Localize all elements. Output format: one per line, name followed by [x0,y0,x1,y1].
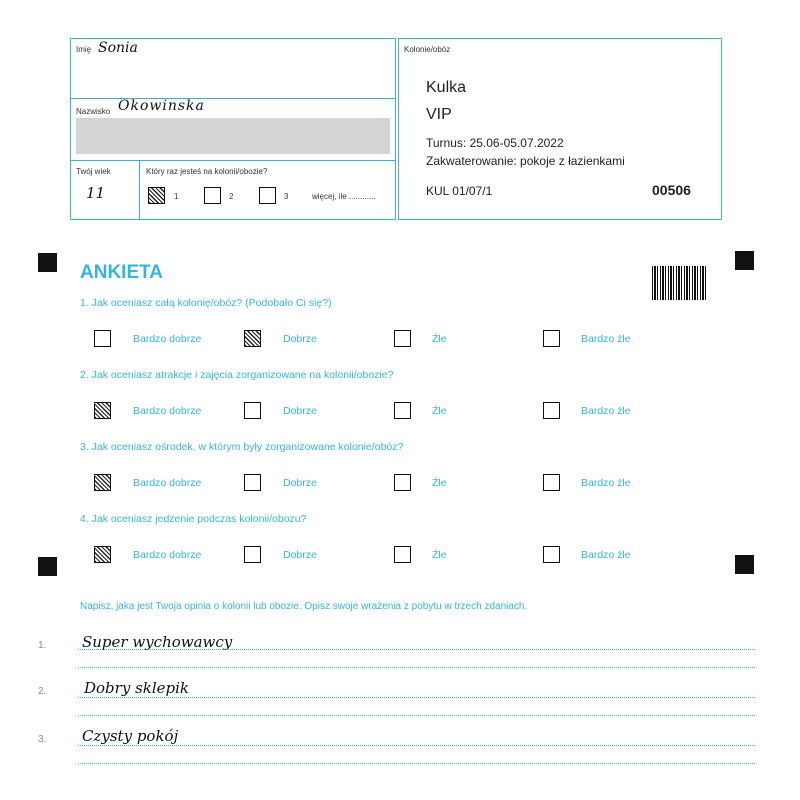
times-more: więcej, ile ............ [312,192,376,201]
q2-label-dobrze: Dobrze [283,405,317,417]
opinion-line-1[interactable]: Super wychowawcy [82,633,233,651]
times-option-3: 3 [284,192,289,201]
q1-label-dobrze: Dobrze [283,333,317,345]
divider [139,160,140,219]
times-option-1: 1 [174,192,179,201]
q2-label-bardzo-dobrze: Bardzo dobrze [133,405,202,417]
q3-checkbox-dobrze[interactable] [244,474,261,491]
times-label: Który raz jesteś na kolonii/obozie? [146,167,268,176]
q1-checkbox-bardzo-dobrze[interactable] [94,330,111,347]
q4-checkbox-bardzo-dobrze[interactable] [94,546,111,563]
q1-label-bardzo-dobrze: Bardzo dobrze [133,333,202,345]
times-option-2: 2 [229,192,234,201]
q4-label-dobrze: Dobrze [283,549,317,561]
writing-line [78,697,755,698]
q2-checkbox-dobrze[interactable] [244,402,261,419]
camp-code: KUL 01/07/1 [426,184,493,198]
q2-label-bardzo-zle: Bardzo źle [581,405,631,417]
q1-label-zle: Źle [432,333,447,345]
barcode [652,266,706,300]
writing-line [78,667,755,668]
name-value: Sonia [98,40,138,56]
q3-label-zle: Źle [432,477,447,489]
writing-line [78,763,755,764]
q4-checkbox-bardzo-zle[interactable] [543,546,560,563]
q2-checkbox-bardzo-zle[interactable] [543,402,560,419]
q1-checkbox-dobrze[interactable] [244,330,261,347]
q4-label-bardzo-dobrze: Bardzo dobrze [133,549,202,561]
opinion-line-3[interactable]: Czysty pokój [82,727,179,745]
camp-label: Kolonie/obóz [404,45,451,54]
question-4: 4. Jak oceniasz jedzenie podczas kolonii/obozu? [80,513,307,525]
question-3: 3. Jak oceniasz ośrodek, w którym były zorganizowane kolonie/obóz? [80,441,404,453]
line-number-2: 2. [38,686,47,697]
q1-checkbox-bardzo-zle[interactable] [543,330,560,347]
name-label: Imię [76,45,92,54]
surname-label: Nazwisko [76,107,111,116]
question-2: 2. Jak oceniasz atrakcje i zajęcia zorganizowane na kolonii/obozie? [80,369,394,381]
registration-marker [38,557,57,576]
surname-value: Okowinska [118,98,205,114]
line-number-3: 3. [38,734,47,745]
writing-line [78,745,755,746]
redacted-field [76,118,390,154]
q2-checkbox-zle[interactable] [394,402,411,419]
registration-marker [735,251,754,270]
registration-marker [38,253,57,272]
q3-checkbox-bardzo-dobrze[interactable] [94,474,111,491]
times-checkbox-2[interactable] [204,187,221,204]
q1-checkbox-zle[interactable] [394,330,411,347]
times-checkbox-1[interactable] [148,187,165,204]
q3-label-dobrze: Dobrze [283,477,317,489]
question-1: 1. Jak oceniasz całą kolonię/obóz? (Podobało Ci się?) [80,297,332,309]
q4-checkbox-zle[interactable] [394,546,411,563]
q2-label-zle: Źle [432,405,447,417]
line-number-1: 1. [38,640,47,651]
q4-label-bardzo-zle: Bardzo źle [581,549,631,561]
q2-checkbox-bardzo-dobrze[interactable] [94,402,111,419]
accommodation: Zakwaterowanie: pokoje z łazienkami [426,154,625,168]
q3-checkbox-zle[interactable] [394,474,411,491]
divider [70,160,395,161]
survey-title: ANKIETA [80,262,164,283]
q3-checkbox-bardzo-zle[interactable] [543,474,560,491]
form-number: 00506 [652,182,691,198]
q1-label-bardzo-zle: Bardzo źle [581,333,631,345]
writing-line [78,649,755,650]
age-label: Twój wiek [76,167,111,176]
opinion-prompt: Napisz, jaka jest Twoja opinia o kolonii lub obozie. Opisz swoje wrażenia z pobytu w trzech zdaniach. [80,601,528,612]
opinion-line-2[interactable]: Dobry sklepik [84,679,190,697]
q4-checkbox-dobrze[interactable] [244,546,261,563]
camp-type: VIP [426,106,452,123]
camp-name: Kulka [426,79,467,96]
q3-label-bardzo-dobrze: Bardzo dobrze [133,477,202,489]
times-checkbox-3[interactable] [259,187,276,204]
q4-label-zle: Źle [432,549,447,561]
q3-label-bardzo-zle: Bardzo źle [581,477,631,489]
age-value: 11 [86,184,106,202]
turnus: Turnus: 25.06-05.07.2022 [426,136,564,150]
writing-line [78,715,755,716]
registration-marker [735,555,754,574]
